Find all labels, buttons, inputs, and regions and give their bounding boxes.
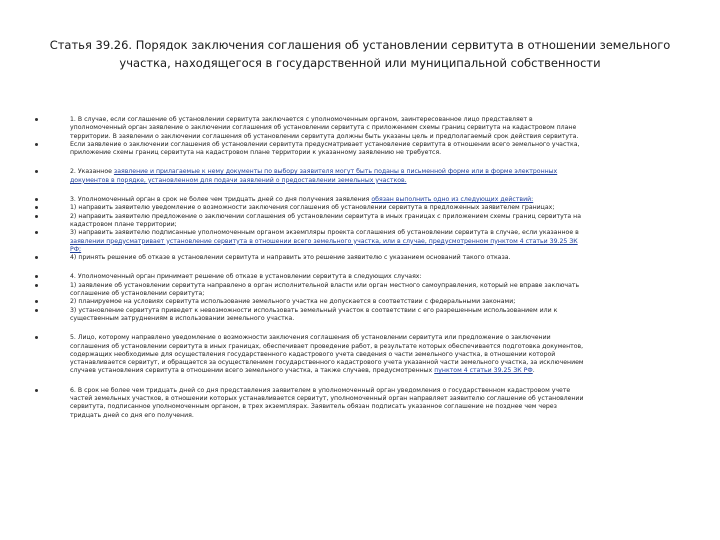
list-item: 3) установление сервитута приведет к невозможности использовать земельный участок в соответствии с его разрешенным использованием или к [35,307,675,315]
paragraph-1: 1. В случае, если соглашение об установлении сервитута заключается с уполномоченным органом, заинтересованное лицо представляет в уполномоченный орган заявление о заключении соглашения об установлении сервитута с приложением схемы границ сервитута на кадастровом плане территории. В заявлении о заключении соглашения об установлении сервитута должны быть указаны цель и предполагаемый срок действия сервитута. Если заявление о заключении соглашения об установлении сервитута предусматривает установление сервитута в отношении всего земельного участка, приложение схемы границ сервитута на кадастровом плане территории к указанному заявлению не требуется. [35,116,675,157]
list-item: 2. Указанное заявление и прилагаемые к нему документы по выбору заявителя могут быть поданы в письменной форме или в форме электронных [35,168,675,176]
bullet-icon [35,118,38,121]
list-item: 1) заявление об установлении сервитута направлено в орган исполнительной власти или орган местного самоуправления, который не вправе заключать [35,282,675,290]
list-item: 4) принять решение об отказе в установлении сервитута и направить это решение заявителю с указанием оснований такого отказа. [35,254,675,262]
list-item: 2) планируемое на условиях сервитута использование земельного участка не допускается в соответствии с федеральными законами; [35,298,675,306]
bullet-icon [35,170,38,173]
article-39-25-link-cont[interactable]: РФ; [70,245,82,253]
actions-link[interactable]: обязан выполнить одно из следующих действий: [371,196,534,204]
bullet-icon [35,275,38,278]
bullet-icon [35,215,38,218]
paragraph-3: 3. Уполномоченный орган в срок не более чем тридцать дней со дня получения заявления обязан выполнить одно из следующих действий: 1) направить заявителю уведомление о возможности заключения соглашения об установлении сервитута в предложенных заявителем границах; 2) направить заявителю предложение о заключении соглашения об установлении сервитута в иных границах с приложением схемы границ сервитута на кадастровом плане территории; 3) направить заявителю подписанные уполномоченным органом экземпляры проекта соглашения об установлении сервитута в случае, если указанное в заявлении предусматривает установление сервитута в отношении всего земельного участка, или в случае, предусмотренном пунктом 4 статьи 39.25 ЗК РФ; 4) принять решение об отказе в установлении сервитута и направить это решение заявителю с указанием оснований такого отказа. [35,196,675,262]
bullet-icon [35,309,38,312]
list-item: 4. Уполномоченный орган принимает решение об отказе в установлении сервитута в следующих случаях: [35,273,675,281]
bullet-icon [35,198,38,201]
paragraph-6: 6. В срок не более чем тридцать дней со дня представления заявителем в уполномоченный орган уведомления о государственном кадастровом учете частей земельных участков, в отношении которых устанавливается сервитут, уполномоченный орган направляет заявителю соглашение об установлении сервитута, подписанное уполномоченным органом, в трех экземплярах. Заявитель обязан подписать указанное соглашение не позднее чем через тридцать дней со дня его получения. [35,387,675,420]
bullet-icon [35,143,38,146]
article-body [35,116,675,420]
documents-link-cont[interactable]: документов в порядке, установленном для подачи заявлений о предоставлении земельных участков. [70,176,407,184]
bullet-icon [35,389,38,392]
list-item: 5. Лицо, которому направлено уведомление о возможности заключения соглашения об установлении сервитута или предложение о заключении [35,334,675,342]
paragraph-2 [35,168,675,185]
bullet-icon [35,300,38,303]
list-item: 6. В срок не более чем тридцать дней со дня представления заявителем в уполномоченный орган уведомления о государственном кадастровом учете [35,387,675,395]
list-item: 3) направить заявителю подписанные уполномоченным органом экземпляры проекта соглашения об установлении сервитута в случае, если указанное в [35,229,675,237]
article-39-25-link-2[interactable]: пунктом 4 статьи 39.25 ЗК РФ [434,367,533,375]
bullet-icon [35,256,38,259]
paragraph-4: 4. Уполномоченный орган принимает решение об отказе в установлении сервитута в следующих случаях: 1) заявление об установлении сервитута направлено в орган исполнительной власти или орган местного самоуправления, который не вправе заключать соглашение об установлении сервитута; 2) планируемое на условиях сервитута использование земельного участка не допускается в соответствии с федеральными законами; 3) установление сервитута приведет к невозможности использовать земельный участок в соответствии с его разрешенным использованием или к существенным затруднениям в использовании земельного участка. [35,273,675,323]
article-39-25-link[interactable]: заявлении предусматривает установление сервитута в отношении всего земельного участка, или в случае, предусмотренном пунктом 4 статьи 39.25 ЗК [70,237,578,245]
list-item: Если заявление о заключении соглашения об установлении сервитута предусматривает установление сервитута в отношении всего земельного участка, [35,141,675,149]
bullet-icon [35,206,38,209]
bullet-icon [35,284,38,287]
list-item: 1) направить заявителю уведомление о возможности заключения соглашения об установлении сервитута в предложенных заявителем границах; [35,204,675,212]
list-item: 1. В случае, если соглашение об установлении сервитута заключается с уполномоченным органом, заинтересованное лицо представляет в [35,116,675,124]
bullet-icon [35,231,38,234]
documents-link[interactable]: заявление и прилагаемые к нему документы по выбору заявителя могут быть поданы в письменной форме или в форме электронных [113,168,558,176]
page-title [40,36,680,72]
title-line-1: Статья 39.26. Порядок заключения соглашения об установлении сервитута в отношении земельного [49,38,671,52]
list-item: 2) направить заявителю предложение о заключении соглашения об установлении сервитута в иных границах с приложением схемы границ сервитута на [35,213,675,221]
title-line-2: участка, находящегося в государственной или муниципальной собственности [119,56,601,70]
list-item: 3. Уполномоченный орган в срок не более чем тридцать дней со дня получения заявления обязан выполнить одно из следующих действий: [35,196,675,204]
paragraph-5: 5. Лицо, которому направлено уведомление о возможности заключения соглашения об установлении сервитута или предложение о заключении соглашения об установлении сервитута в иных границах, обеспечивает проведение работ, в результате которых обеспечивается подготовка документов, содержащих необходимые для осуществления государственного кадастрового учета сведения о части земельного участка, в отношении которой устанавливается сервитут, и обращается за осуществлением государственного кадастрового учета указанной части земельного участка, за исключением случаев установления сервитута в отношении всего земельного участка, а также случаев, предусмотренных пунктом 4 статьи 39.25 ЗК РФ. [35,334,675,375]
bullet-icon [35,336,38,339]
